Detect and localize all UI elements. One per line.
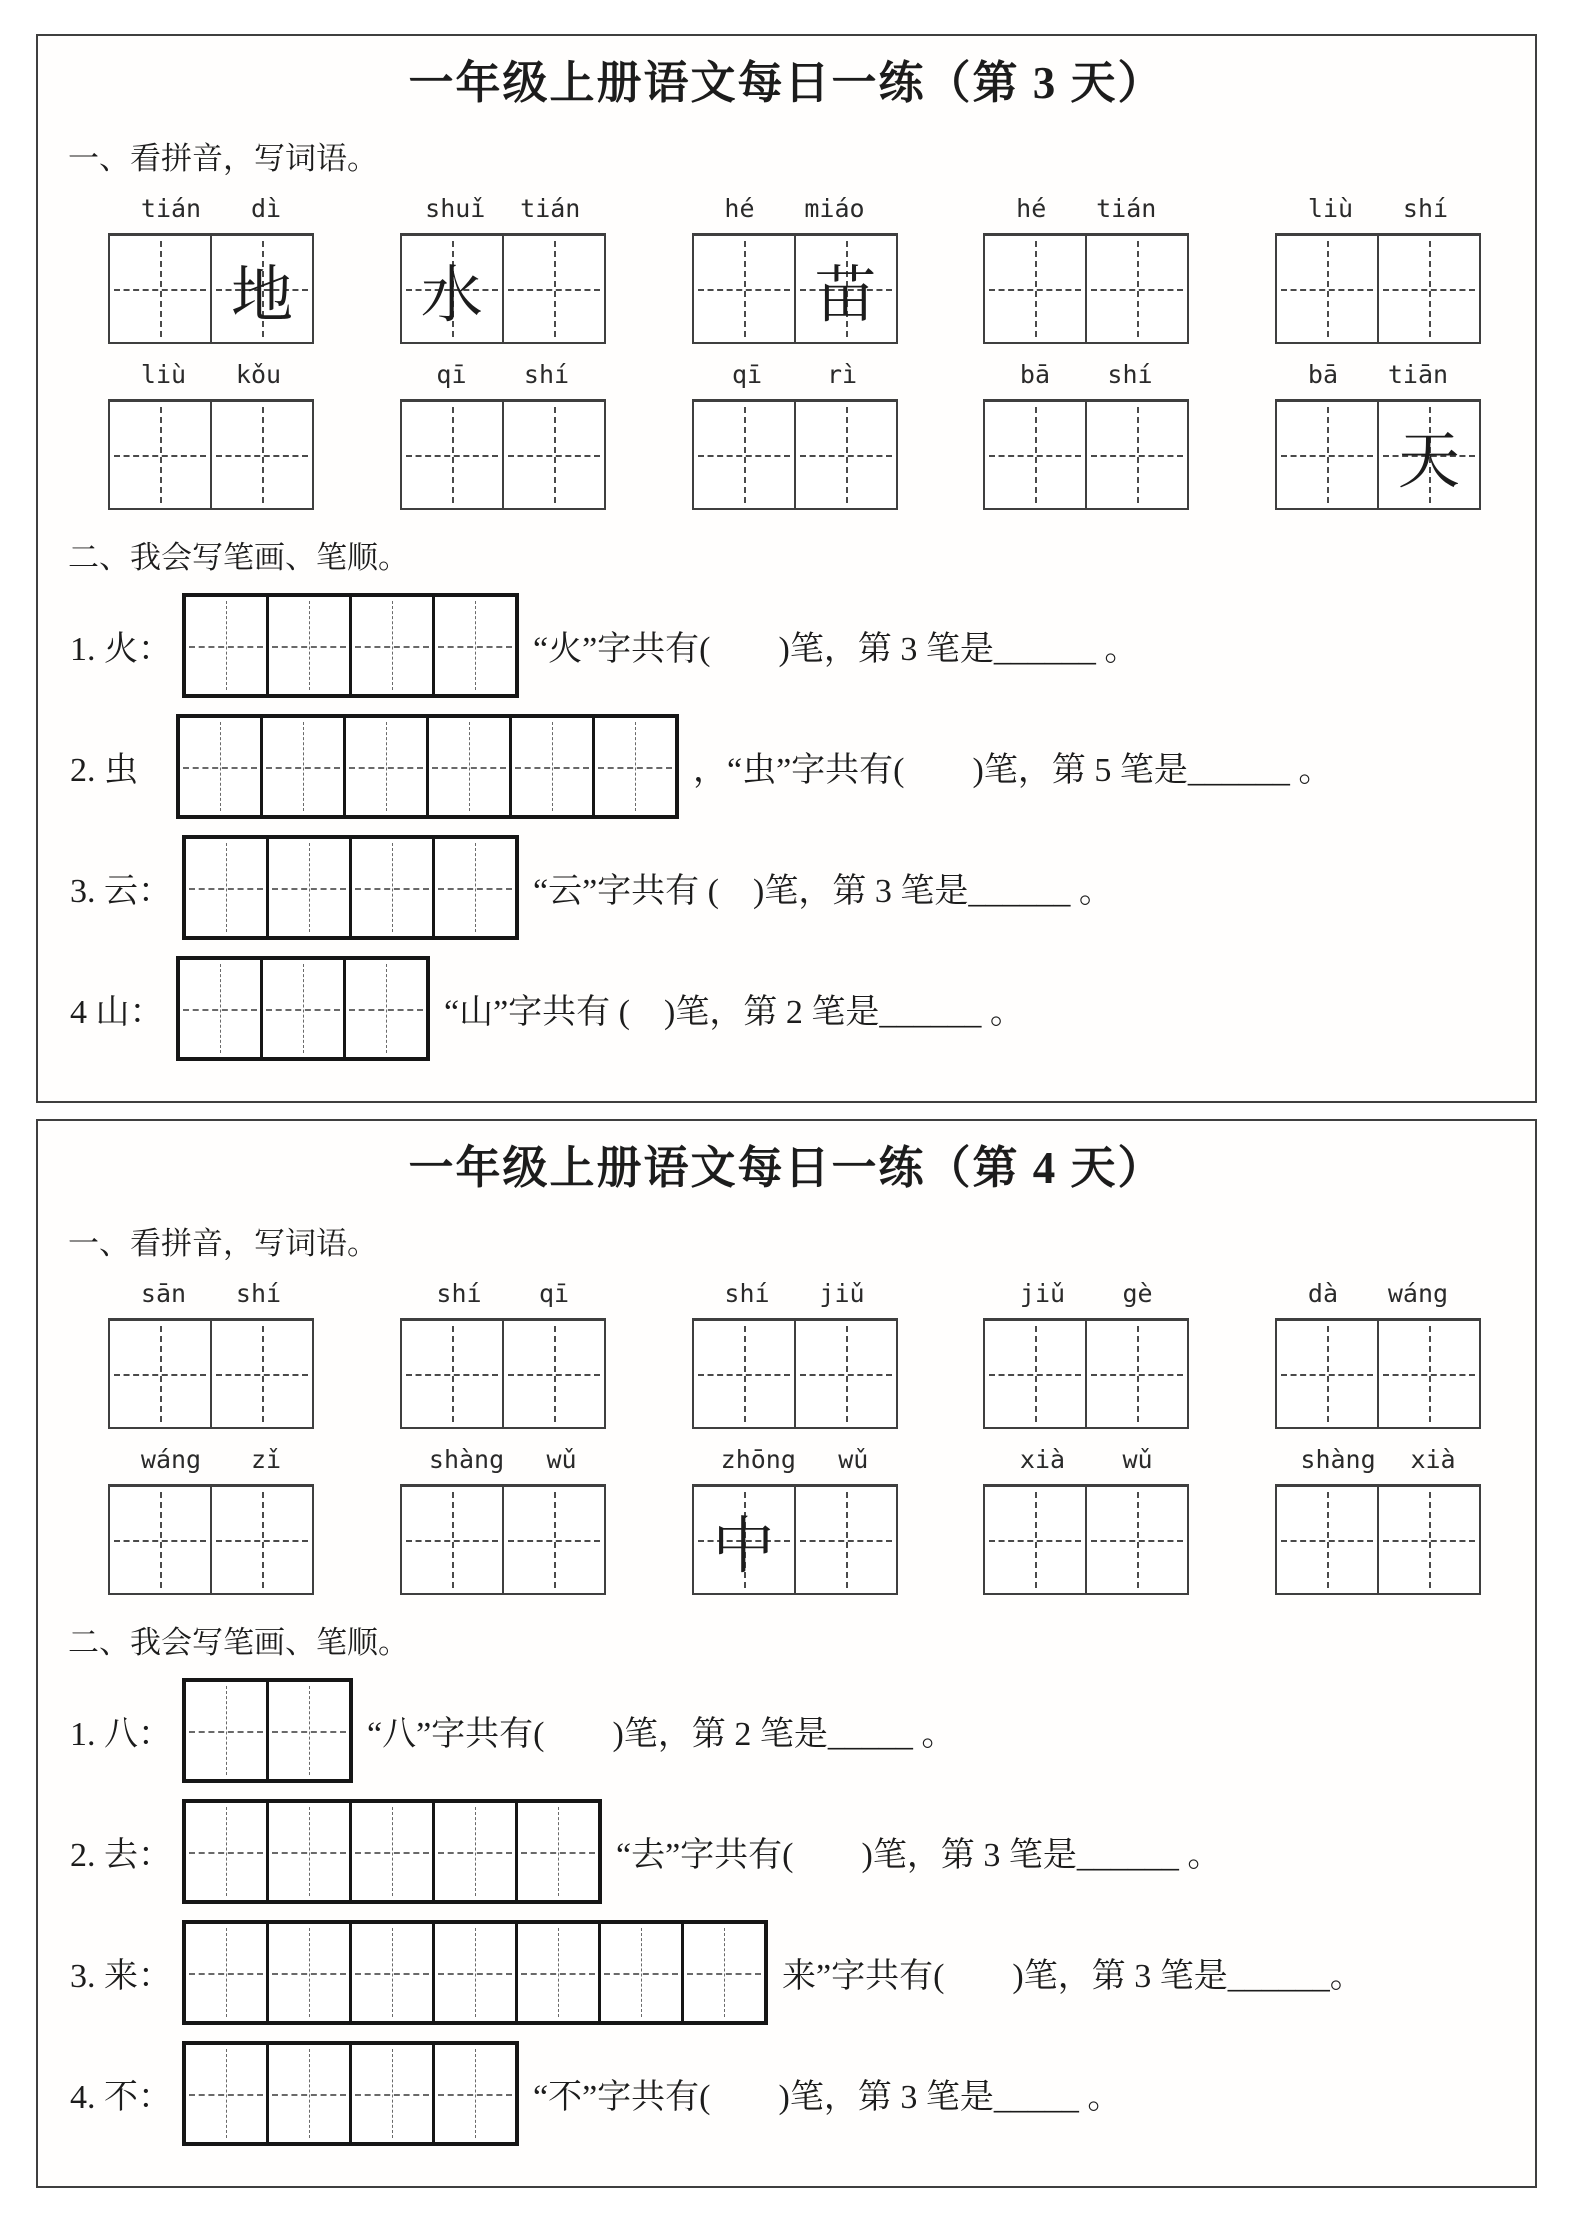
- stroke-practice-boxes: [182, 593, 519, 698]
- pinyin-syllable: wǔ: [838, 1445, 869, 1474]
- writing-cell-pair: [108, 1318, 314, 1429]
- stroke-practice-cell[interactable]: [186, 1924, 266, 2021]
- writing-cell[interactable]: [502, 236, 604, 342]
- pinyin-label: [991, 1279, 1181, 1308]
- pinyin-syllable: rì: [826, 360, 858, 389]
- answer-character: 水: [420, 261, 483, 330]
- stroke-item-label: 1. 火：: [70, 631, 172, 668]
- writing-cell[interactable]: [402, 1321, 502, 1427]
- pinyin-syllable: shàng: [1300, 1445, 1376, 1474]
- answer-character: [1087, 402, 1187, 508]
- word-row-1: [108, 194, 1481, 344]
- writing-cell-pair: [692, 1484, 898, 1595]
- answer-character: [402, 402, 502, 508]
- answer-character: [402, 1321, 502, 1427]
- writing-cell[interactable]: [1085, 402, 1187, 508]
- answer-character: [1087, 1321, 1187, 1427]
- stroke-question-text: “火”字共有( )笔，第 3 笔是______ 。: [533, 631, 1139, 668]
- writing-cell[interactable]: [1277, 1487, 1377, 1593]
- pinyin-label: [700, 1445, 890, 1474]
- answer-character: [1277, 1487, 1377, 1593]
- pinyin-syllable: xià: [1410, 1445, 1456, 1474]
- pinyin-syllable: jiǔ: [1019, 1279, 1066, 1308]
- stroke-practice-boxes: [182, 1678, 353, 1783]
- word-row-2: [108, 1445, 1481, 1595]
- answer-character: [212, 1321, 312, 1427]
- pinyin-label: [1283, 194, 1473, 223]
- pinyin-syllable: hé: [724, 194, 755, 223]
- pinyin-word-group: [108, 360, 314, 510]
- answer-character: [985, 402, 1085, 508]
- writing-cell[interactable]: [1377, 402, 1479, 508]
- stroke-order-item: [70, 1799, 1509, 1904]
- pinyin-label: [408, 194, 598, 223]
- pinyin-word-group: [692, 194, 898, 344]
- answer-character: [504, 1321, 604, 1427]
- stroke-practice-cell[interactable]: [266, 839, 349, 936]
- stroke-practice-cell[interactable]: [509, 718, 592, 815]
- pinyin-syllable: wǔ: [546, 1445, 577, 1474]
- writing-cell[interactable]: [794, 1321, 896, 1427]
- answer-character: [1087, 1487, 1187, 1593]
- answer-character: 地: [230, 261, 293, 330]
- writing-cell-pair: [1275, 399, 1481, 510]
- pinyin-syllable: qī: [731, 360, 763, 389]
- answer-character: [694, 402, 794, 508]
- writing-cell[interactable]: [985, 1487, 1085, 1593]
- stroke-practice-boxes: [182, 835, 519, 940]
- writing-cell-pair: [983, 233, 1189, 344]
- sheet-title-day3: 一年级上册语文每日一练（第 3 天）: [408, 58, 1165, 108]
- writing-cell-pair: [692, 399, 898, 510]
- writing-cell-pair: [983, 399, 1189, 510]
- writing-cell[interactable]: [694, 1321, 794, 1427]
- pinyin-word-group: [1275, 194, 1481, 344]
- pinyin-word-group: [1275, 1279, 1481, 1429]
- stroke-practice-cell[interactable]: [186, 2045, 266, 2142]
- stroke-order-item: [70, 1678, 1509, 1783]
- answer-character: [504, 402, 604, 508]
- stroke-practice-cell[interactable]: [180, 960, 260, 1057]
- writing-cell[interactable]: [110, 236, 210, 342]
- pinyin-label: [1283, 1279, 1473, 1308]
- stroke-item-label: 1. 八：: [70, 1716, 172, 1753]
- pinyin-word-group: [108, 1445, 314, 1595]
- pinyin-word-group: [400, 1279, 606, 1429]
- stroke-practice-cell[interactable]: [266, 1682, 349, 1779]
- stroke-practice-cell[interactable]: [349, 1924, 432, 2021]
- stroke-order-item: [70, 1920, 1509, 2025]
- stroke-practice-cell[interactable]: [186, 1682, 266, 1779]
- answer-character: [1277, 1321, 1377, 1427]
- stroke-practice-cell[interactable]: [260, 960, 343, 1057]
- pinyin-word-group: [400, 194, 606, 344]
- stroke-items-day3: [64, 593, 1509, 1061]
- answer-character: 天: [1397, 427, 1460, 496]
- writing-cell-pair: [1275, 1484, 1481, 1595]
- stroke-practice-cell[interactable]: [592, 718, 675, 815]
- stroke-order-item: [70, 835, 1509, 940]
- stroke-practice-cell[interactable]: [343, 718, 426, 815]
- answer-character: 中: [712, 1512, 775, 1581]
- pinyin-syllable: shí: [1107, 360, 1153, 389]
- writing-cell[interactable]: [985, 402, 1085, 508]
- stroke-practice-cell[interactable]: [515, 1803, 598, 1900]
- writing-cell-pair: [108, 399, 314, 510]
- pinyin-syllable: dì: [250, 194, 282, 223]
- answer-character: [1379, 236, 1479, 342]
- pinyin-label: [700, 360, 890, 389]
- answer-character: [110, 1321, 210, 1427]
- writing-cell[interactable]: [694, 236, 794, 342]
- writing-cell[interactable]: [1085, 1321, 1187, 1427]
- stroke-practice-cell[interactable]: [515, 1924, 598, 2021]
- pinyin-syllable: tián: [520, 194, 581, 223]
- stroke-practice-cell[interactable]: [681, 1924, 764, 2021]
- answer-character: [1277, 236, 1377, 342]
- pinyin-label: [408, 1279, 598, 1308]
- pinyin-word-group: [692, 1445, 898, 1595]
- pinyin-label: [116, 360, 306, 389]
- pinyin-syllable: qī: [436, 360, 467, 389]
- stroke-practice-cell[interactable]: [426, 718, 509, 815]
- pinyin-word-group: [983, 194, 1189, 344]
- pinyin-syllable: liù: [1307, 194, 1354, 223]
- answer-character: [110, 402, 210, 508]
- writing-cell[interactable]: [402, 402, 502, 508]
- stroke-practice-cell[interactable]: [432, 1924, 515, 2021]
- part1-heading-day3: 一、看拼音，写词语。: [68, 141, 378, 176]
- answer-character: [212, 402, 312, 508]
- writing-cell[interactable]: [1085, 236, 1187, 342]
- writing-cell-pair: [108, 1484, 314, 1595]
- stroke-question-text: “山”字共有 ( )笔，第 2 笔是______ 。: [444, 994, 1024, 1031]
- pinyin-syllable: gè: [1122, 1279, 1153, 1308]
- pinyin-syllable: shí: [436, 1279, 482, 1308]
- pinyin-word-group: [983, 360, 1189, 510]
- answer-character: [1087, 236, 1187, 342]
- writing-cell[interactable]: [110, 402, 210, 508]
- stroke-practice-cell[interactable]: [186, 839, 266, 936]
- stroke-practice-boxes: [182, 2041, 519, 2146]
- stroke-practice-cell[interactable]: [266, 1803, 349, 1900]
- pinyin-label: [408, 1445, 598, 1474]
- pinyin-syllable: liù: [140, 360, 187, 389]
- stroke-practice-cell[interactable]: [349, 597, 432, 694]
- stroke-practice-cell[interactable]: [349, 2045, 432, 2142]
- writing-cell[interactable]: [1377, 236, 1479, 342]
- pinyin-label: [991, 194, 1181, 223]
- pinyin-label: [700, 194, 890, 223]
- word-row-1: [108, 1279, 1481, 1429]
- writing-cell[interactable]: [1277, 402, 1377, 508]
- writing-cell-pair: [983, 1484, 1189, 1595]
- answer-character: [796, 402, 896, 508]
- pinyin-word-group: [692, 1279, 898, 1429]
- stroke-order-item: [70, 956, 1509, 1061]
- writing-cell[interactable]: [794, 236, 896, 342]
- writing-cell-pair: [108, 233, 314, 344]
- pinyin-word-group: [400, 360, 606, 510]
- pinyin-word-group: [1275, 360, 1481, 510]
- stroke-item-label: 3. 来：: [70, 1958, 172, 1995]
- writing-cell[interactable]: [985, 236, 1085, 342]
- day4-sheet: [36, 1119, 1537, 2188]
- pinyin-syllable: sān: [140, 1279, 187, 1308]
- stroke-item-label: 4. 不：: [70, 2079, 172, 2116]
- stroke-practice-cell[interactable]: [266, 1924, 349, 2021]
- stroke-practice-cell[interactable]: [349, 1803, 432, 1900]
- writing-cell[interactable]: [1277, 1321, 1377, 1427]
- pinyin-syllable: tián: [1096, 194, 1157, 223]
- pinyin-label: [116, 1279, 306, 1308]
- stroke-practice-cell[interactable]: [432, 2045, 515, 2142]
- pinyin-syllable: wáng: [1387, 1279, 1449, 1308]
- writing-cell-pair: [400, 233, 606, 344]
- pinyin-word-group: [1275, 1445, 1481, 1595]
- pinyin-word-group: [400, 1445, 606, 1595]
- stroke-question-text: “不”字共有( )笔，第 3 笔是_____ 。: [533, 2079, 1122, 2116]
- pinyin-syllable: bā: [1019, 360, 1051, 389]
- writing-cell[interactable]: [502, 1487, 604, 1593]
- pinyin-label: [1283, 1445, 1473, 1474]
- answer-character: [212, 1487, 312, 1593]
- pinyin-label: [991, 1445, 1181, 1474]
- pinyin-syllable: shuǐ: [425, 194, 486, 223]
- pinyin-syllable: kǒu: [235, 360, 282, 389]
- stroke-item-label: 2. 去：: [70, 1837, 172, 1874]
- pinyin-syllable: zhōng: [720, 1445, 796, 1474]
- writing-cell[interactable]: [1377, 1321, 1479, 1427]
- pinyin-syllable: bā: [1307, 360, 1339, 389]
- writing-cell[interactable]: [402, 236, 502, 342]
- stroke-order-item: [70, 593, 1509, 698]
- stroke-question-text: “去”字共有( )笔，第 3 笔是______ 。: [616, 1837, 1222, 1874]
- writing-cell[interactable]: [1277, 236, 1377, 342]
- pinyin-syllable: shí: [1402, 194, 1449, 223]
- stroke-practice-boxes: [182, 1799, 602, 1904]
- stroke-item-label: 4 山：: [70, 994, 164, 1031]
- pinyin-label: [116, 1445, 306, 1474]
- writing-cell[interactable]: [210, 1321, 312, 1427]
- pinyin-syllable: qī: [538, 1279, 570, 1308]
- pinyin-word-group: [983, 1445, 1189, 1595]
- part2-heading-day3: 二、我会写笔画、笔顺。: [68, 540, 409, 575]
- writing-cell[interactable]: [110, 1487, 210, 1593]
- sheet-title-day4: 一年级上册语文每日一练（第 4 天）: [408, 1143, 1165, 1193]
- stroke-practice-cell[interactable]: [432, 1803, 515, 1900]
- writing-cell-pair: [692, 1318, 898, 1429]
- stroke-practice-cell[interactable]: [186, 597, 266, 694]
- pinyin-syllable: jiǔ: [819, 1279, 865, 1308]
- pinyin-label: [1283, 360, 1473, 389]
- answer-character: [110, 236, 210, 342]
- writing-cell[interactable]: [794, 1487, 896, 1593]
- answer-character: [796, 1487, 896, 1593]
- stroke-question-text: ，“虫”字共有( )笔，第 5 笔是______ 。: [693, 752, 1333, 789]
- stroke-practice-cell[interactable]: [343, 960, 426, 1057]
- answer-character: [694, 1321, 794, 1427]
- writing-cell[interactable]: [502, 1321, 604, 1427]
- pinyin-syllable: shí: [724, 1279, 770, 1308]
- stroke-practice-boxes: [176, 956, 430, 1061]
- part1-heading-day4: 一、看拼音，写词语。: [68, 1226, 378, 1261]
- writing-cell[interactable]: [210, 236, 312, 342]
- stroke-practice-cell[interactable]: [186, 1803, 266, 1900]
- answer-character: [796, 1321, 896, 1427]
- answer-character: [985, 1321, 1085, 1427]
- writing-cell-pair: [400, 399, 606, 510]
- answer-character: [402, 1487, 502, 1593]
- stroke-question-text: 来”字共有( )笔，第 3 笔是______。: [782, 1958, 1364, 1995]
- writing-cell[interactable]: [985, 1321, 1085, 1427]
- stroke-practice-cell[interactable]: [349, 839, 432, 936]
- pinyin-word-group: [108, 1279, 314, 1429]
- stroke-item-label: 2. 虫: [70, 752, 138, 789]
- stroke-order-item: [70, 714, 1509, 819]
- pinyin-label: [700, 1279, 890, 1308]
- pinyin-syllable: shí: [235, 1279, 282, 1308]
- stroke-practice-cell[interactable]: [266, 2045, 349, 2142]
- writing-cell-pair: [1275, 1318, 1481, 1429]
- pinyin-syllable: shí: [523, 360, 570, 389]
- writing-cell[interactable]: [210, 402, 312, 508]
- day3-sheet: [36, 34, 1537, 1103]
- writing-cell[interactable]: [402, 1487, 502, 1593]
- pinyin-label: [408, 360, 598, 389]
- pinyin-syllable: miáo: [804, 194, 865, 223]
- answer-character: [1379, 1321, 1479, 1427]
- stroke-question-text: “云”字共有 ( )笔，第 3 笔是______ 。: [533, 873, 1113, 910]
- pinyin-label: [991, 360, 1181, 389]
- pinyin-label: [116, 194, 306, 223]
- writing-cell[interactable]: [794, 402, 896, 508]
- stroke-practice-boxes: [182, 1920, 768, 2025]
- stroke-practice-cell[interactable]: [432, 597, 515, 694]
- pinyin-word-group: [692, 360, 898, 510]
- answer-character: [985, 236, 1085, 342]
- writing-cell[interactable]: [694, 402, 794, 508]
- writing-cell[interactable]: [502, 402, 604, 508]
- pinyin-syllable: shàng: [428, 1445, 505, 1474]
- stroke-question-text: “八”字共有( )笔，第 2 笔是_____ 。: [367, 1716, 956, 1753]
- writing-cell[interactable]: [1377, 1487, 1479, 1593]
- writing-cell[interactable]: [210, 1487, 312, 1593]
- answer-character: [985, 1487, 1085, 1593]
- pinyin-syllable: tiān: [1387, 360, 1449, 389]
- stroke-practice-cell[interactable]: [260, 718, 343, 815]
- pinyin-syllable: zǐ: [250, 1445, 282, 1474]
- pinyin-syllable: tián: [140, 194, 202, 223]
- stroke-practice-cell[interactable]: [266, 597, 349, 694]
- stroke-item-label: 3. 云：: [70, 873, 172, 910]
- writing-cell-pair: [692, 233, 898, 344]
- writing-cell[interactable]: [694, 1487, 794, 1593]
- stroke-practice-cell[interactable]: [180, 718, 260, 815]
- stroke-practice-cell[interactable]: [432, 839, 515, 936]
- pinyin-word-group: [108, 194, 314, 344]
- pinyin-syllable: xià: [1019, 1445, 1066, 1474]
- writing-cell-pair: [1275, 233, 1481, 344]
- answer-character: [694, 236, 794, 342]
- answer-character: [1277, 402, 1377, 508]
- stroke-practice-boxes: [176, 714, 679, 819]
- writing-cell[interactable]: [110, 1321, 210, 1427]
- writing-cell[interactable]: [1085, 1487, 1187, 1593]
- answer-character: [110, 1487, 210, 1593]
- pinyin-word-group: [983, 1279, 1189, 1429]
- part2-heading-day4: 二、我会写笔画、笔顺。: [68, 1625, 409, 1660]
- pinyin-syllable: wǔ: [1122, 1445, 1153, 1474]
- writing-cell-pair: [400, 1484, 606, 1595]
- word-row-2: [108, 360, 1481, 510]
- pinyin-syllable: wáng: [140, 1445, 202, 1474]
- stroke-items-day4: [64, 1678, 1509, 2146]
- writing-cell-pair: [983, 1318, 1189, 1429]
- stroke-order-item: [70, 2041, 1509, 2146]
- pinyin-syllable: hé: [1016, 194, 1047, 223]
- writing-cell-pair: [400, 1318, 606, 1429]
- pinyin-syllable: dà: [1307, 1279, 1339, 1308]
- answer-character: [504, 236, 604, 342]
- stroke-practice-cell[interactable]: [598, 1924, 681, 2021]
- answer-character: [1379, 1487, 1479, 1593]
- answer-character: 苗: [814, 261, 877, 330]
- answer-character: [504, 1487, 604, 1593]
